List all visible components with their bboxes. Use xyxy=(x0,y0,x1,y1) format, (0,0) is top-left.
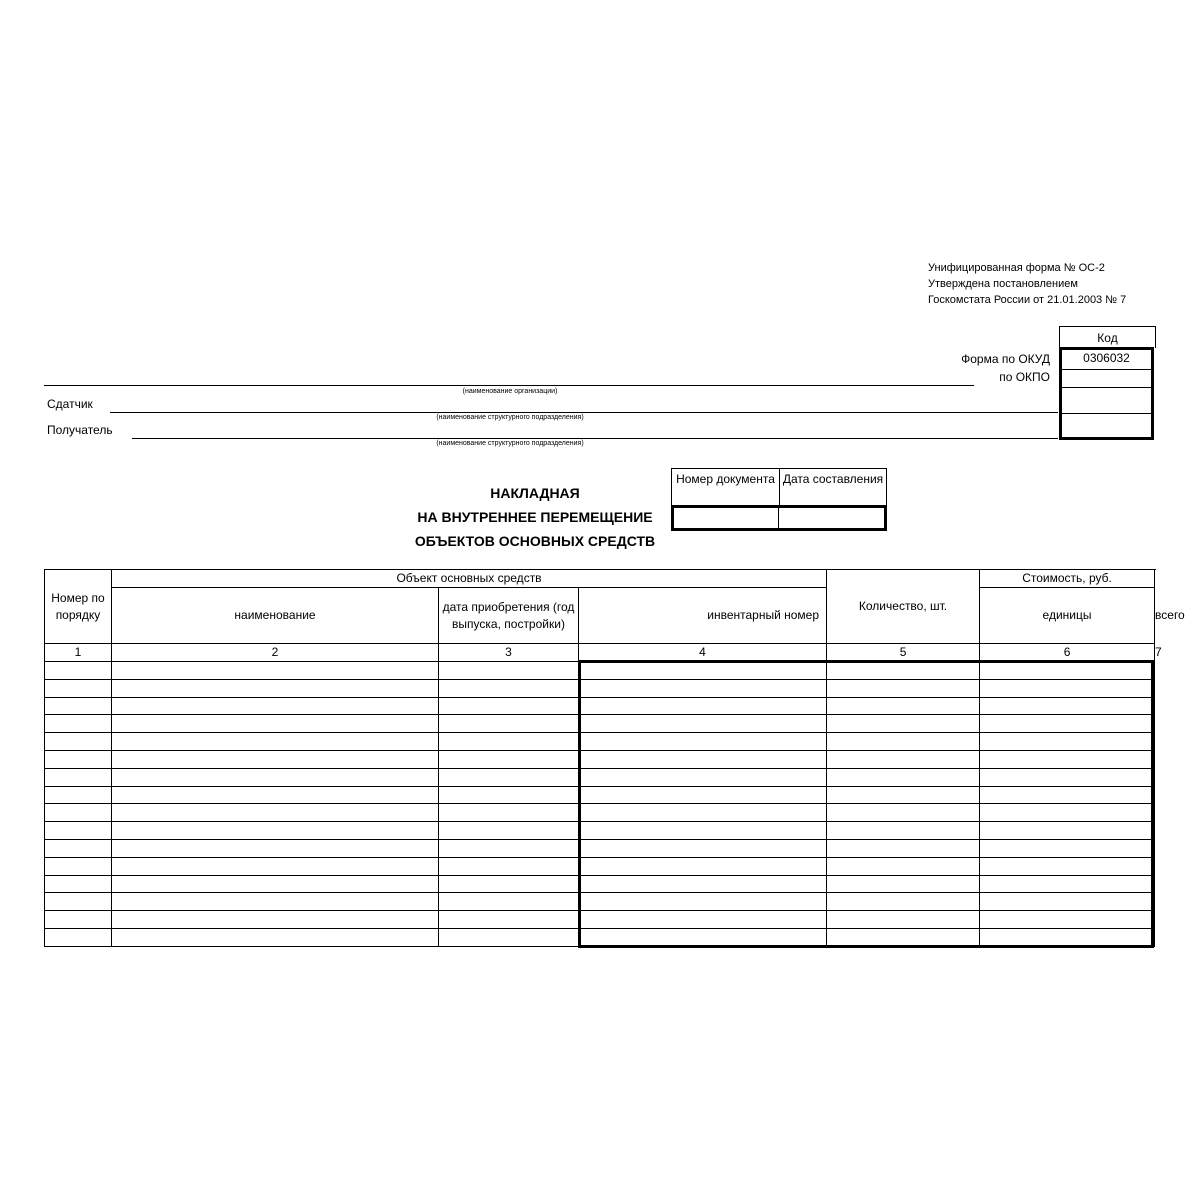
receiver-line[interactable] xyxy=(132,438,1058,439)
table-cell[interactable] xyxy=(579,804,827,822)
table-row xyxy=(45,662,1155,680)
table-cell[interactable] xyxy=(439,893,579,911)
table-cell[interactable] xyxy=(579,750,827,768)
table-row xyxy=(45,822,1155,840)
okpo-code[interactable] xyxy=(1062,369,1151,388)
col-number: 4 xyxy=(579,644,827,662)
table-row xyxy=(45,928,1155,946)
table-cell[interactable] xyxy=(112,911,439,929)
table-cell[interactable] xyxy=(827,893,980,911)
table-cell[interactable] xyxy=(980,928,1155,946)
table-cell[interactable] xyxy=(980,893,1155,911)
sender-hint: (наименование структурного подразделения) xyxy=(436,414,584,421)
code-box xyxy=(1059,347,1154,440)
okud-code[interactable]: 0306032 xyxy=(1062,350,1151,370)
table-cell[interactable] xyxy=(980,662,1155,680)
table-cell[interactable] xyxy=(45,679,112,697)
document-number-box xyxy=(671,468,887,531)
table-row xyxy=(45,697,1155,715)
table-cell[interactable] xyxy=(112,715,439,733)
table-cell[interactable] xyxy=(439,786,579,804)
table-cell[interactable] xyxy=(579,697,827,715)
table-cell[interactable] xyxy=(45,662,112,680)
table-cell[interactable] xyxy=(45,750,112,768)
approval-line: Утверждена постановлением xyxy=(928,278,1078,290)
table-cell[interactable] xyxy=(45,804,112,822)
col-header-unit: единицы xyxy=(980,588,1155,644)
table-cell[interactable] xyxy=(827,804,980,822)
table-cell[interactable] xyxy=(980,768,1155,786)
table-row xyxy=(45,893,1155,911)
table-cell[interactable] xyxy=(439,839,579,857)
organization-hint: (наименование организации) xyxy=(462,388,558,395)
table-cell[interactable] xyxy=(439,768,579,786)
table-cell[interactable] xyxy=(579,679,827,697)
table-row xyxy=(45,733,1155,751)
table-cell[interactable] xyxy=(980,750,1155,768)
table-cell[interactable] xyxy=(45,733,112,751)
table-cell[interactable] xyxy=(439,875,579,893)
table-cell[interactable] xyxy=(980,804,1155,822)
table-row xyxy=(45,875,1155,893)
group-header-object: Объект основных средств xyxy=(112,570,827,588)
table-cell[interactable] xyxy=(112,697,439,715)
col-header-name: наименование xyxy=(112,588,439,644)
table-cell[interactable] xyxy=(112,875,439,893)
code-column-header: Код xyxy=(1059,326,1156,348)
table-cell[interactable] xyxy=(112,857,439,875)
table-cell[interactable] xyxy=(112,662,439,680)
table-cell[interactable] xyxy=(579,822,827,840)
table-cell[interactable] xyxy=(980,857,1155,875)
col-number: 5 xyxy=(827,644,980,662)
table-cell[interactable] xyxy=(45,786,112,804)
group-header-cost: Стоимость, руб. xyxy=(980,570,1155,588)
doc-values-row xyxy=(671,505,887,531)
table-row xyxy=(45,715,1155,733)
table-cell[interactable] xyxy=(827,697,980,715)
table-cell[interactable] xyxy=(980,733,1155,751)
sender-label: Сдатчик xyxy=(47,397,93,411)
col-header-inventory: инвентарный номер xyxy=(579,588,827,644)
col-number: 3 xyxy=(439,644,579,662)
table-cell[interactable] xyxy=(112,804,439,822)
receiver-label: Получатель xyxy=(47,423,113,437)
table-cell[interactable] xyxy=(439,679,579,697)
table-cell[interactable] xyxy=(827,911,980,929)
form-name: Унифицированная форма № ОС-2 xyxy=(928,262,1105,274)
table-cell[interactable] xyxy=(439,697,579,715)
table-cell[interactable] xyxy=(579,715,827,733)
table-cell[interactable] xyxy=(579,893,827,911)
table-cell[interactable] xyxy=(112,679,439,697)
document-title: НАКЛАДНАЯ xyxy=(490,485,580,501)
table-cell[interactable] xyxy=(439,857,579,875)
table-cell[interactable] xyxy=(45,911,112,929)
organization-line[interactable] xyxy=(44,385,974,386)
table-row xyxy=(45,911,1155,929)
table-cell[interactable] xyxy=(112,893,439,911)
table-cell[interactable] xyxy=(439,750,579,768)
table-cell[interactable] xyxy=(827,839,980,857)
document-subtitle-2: ОБЪЕКТОВ ОСНОВНЫХ СРЕДСТВ xyxy=(414,533,656,549)
table-cell[interactable] xyxy=(980,679,1155,697)
table-cell[interactable] xyxy=(980,715,1155,733)
col-number: 6 xyxy=(980,644,1155,662)
code-cell-4[interactable] xyxy=(1062,413,1151,437)
table-cell[interactable] xyxy=(579,839,827,857)
sender-line[interactable] xyxy=(110,412,1058,413)
table-cell[interactable] xyxy=(45,928,112,946)
table-cell[interactable] xyxy=(439,928,579,946)
table-cell[interactable] xyxy=(827,662,980,680)
table-cell[interactable] xyxy=(827,875,980,893)
table-cell[interactable] xyxy=(579,875,827,893)
table-cell[interactable] xyxy=(980,786,1155,804)
table-cell[interactable] xyxy=(439,715,579,733)
table-cell[interactable] xyxy=(579,911,827,929)
table-cell[interactable] xyxy=(112,750,439,768)
receiver-hint: (наименование структурного подразделения) xyxy=(436,440,584,447)
approval-ref: Госкомстата России от 21.01.2003 № 7 xyxy=(928,294,1127,306)
table-cell[interactable] xyxy=(579,857,827,875)
code-cell-3[interactable] xyxy=(1062,387,1151,414)
table-cell[interactable] xyxy=(45,839,112,857)
table-cell[interactable] xyxy=(980,911,1155,929)
table-cell[interactable] xyxy=(112,768,439,786)
doc-number-header: Номер документа xyxy=(671,468,780,506)
table-cell[interactable] xyxy=(827,857,980,875)
col-header-date: дата приобретения (год выпуска, постройки) xyxy=(439,588,579,644)
table-cell[interactable] xyxy=(827,928,980,946)
table-row xyxy=(45,679,1155,697)
table-cell[interactable] xyxy=(579,786,827,804)
table-row xyxy=(45,857,1155,875)
table-cell[interactable] xyxy=(827,750,980,768)
table-cell[interactable] xyxy=(827,715,980,733)
table-cell[interactable] xyxy=(980,697,1155,715)
document-subtitle: НА ВНУТРЕННЕЕ ПЕРЕМЕЩЕНИЕ xyxy=(417,509,653,525)
table-cell[interactable] xyxy=(112,733,439,751)
table-cell[interactable] xyxy=(439,911,579,929)
col-header-quantity: Количество, шт. xyxy=(827,570,980,644)
table-row xyxy=(45,839,1155,857)
table-cell[interactable] xyxy=(827,786,980,804)
table-row xyxy=(45,750,1155,768)
table-row xyxy=(45,804,1155,822)
column-numbers-row: 1 2 3 4 5 6 7 xyxy=(45,644,1155,662)
table-cell[interactable] xyxy=(45,857,112,875)
table-cell[interactable] xyxy=(827,768,980,786)
table-cell[interactable] xyxy=(579,928,827,946)
table-cell[interactable] xyxy=(45,715,112,733)
table-cell[interactable] xyxy=(980,822,1155,840)
table-row xyxy=(45,786,1155,804)
table-cell[interactable] xyxy=(827,679,980,697)
doc-date-field[interactable] xyxy=(779,508,884,528)
doc-number-field[interactable] xyxy=(674,508,779,528)
table-cell[interactable] xyxy=(439,822,579,840)
table-row xyxy=(45,768,1155,786)
col-number: 2 xyxy=(112,644,439,662)
okpo-label: по ОКПО xyxy=(999,370,1050,384)
table-cell[interactable] xyxy=(112,786,439,804)
table-cell[interactable] xyxy=(980,839,1155,857)
col-header-number: Номер по порядку xyxy=(45,570,112,644)
table-cell[interactable] xyxy=(439,804,579,822)
table-cell[interactable] xyxy=(45,697,112,715)
table-cell[interactable] xyxy=(439,662,579,680)
table-cell[interactable] xyxy=(112,928,439,946)
table-cell[interactable] xyxy=(45,893,112,911)
okud-label: Форма по ОКУД xyxy=(961,352,1050,366)
table-cell[interactable] xyxy=(579,768,827,786)
table-cell[interactable] xyxy=(45,875,112,893)
table-cell[interactable] xyxy=(980,875,1155,893)
table-cell[interactable] xyxy=(827,733,980,751)
table-cell[interactable] xyxy=(112,822,439,840)
table-cell[interactable] xyxy=(439,733,579,751)
table-cell[interactable] xyxy=(579,662,827,680)
col-number: 1 xyxy=(45,644,112,662)
doc-date-header: Дата составления xyxy=(779,468,887,506)
table-cell[interactable] xyxy=(827,822,980,840)
table-cell[interactable] xyxy=(45,768,112,786)
fixed-assets-table: Номер по порядку Объект основных средств Количество, шт. Стоимость, руб. наименование дата приобретения (год выпуска, постройки) инвентарный номер единицы всего 1 2 3 4 5 6 7 xyxy=(44,569,1155,947)
table-cell[interactable] xyxy=(579,733,827,751)
table-cell[interactable] xyxy=(45,822,112,840)
table-cell[interactable] xyxy=(112,839,439,857)
